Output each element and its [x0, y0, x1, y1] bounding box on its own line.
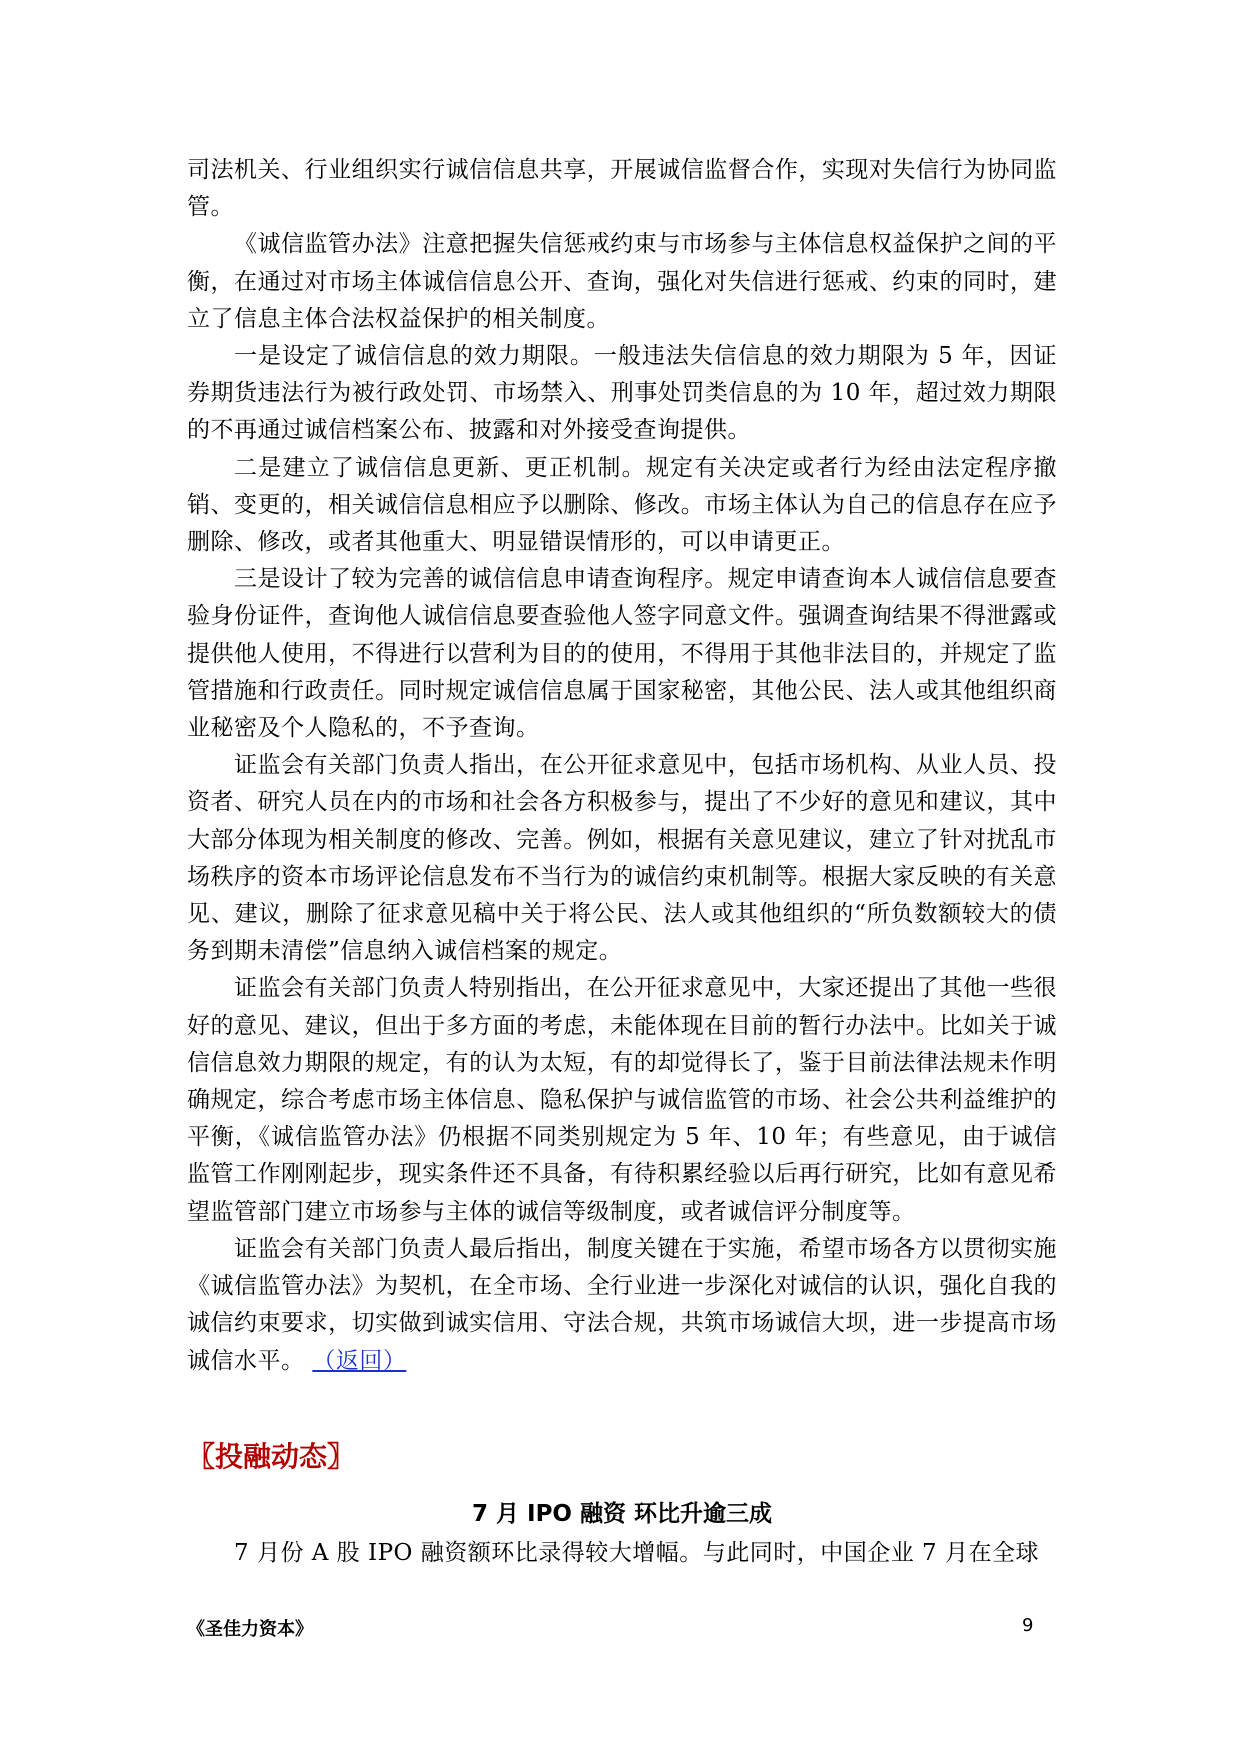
- body-paragraph: 司法机关、行业组织实行诚信信息共享，开展诚信监督合作，实现对失信行为协同监管。: [187, 157, 1057, 221]
- return-link[interactable]: （返回）: [312, 1347, 407, 1374]
- body-paragraph: 《诚信监管办法》注意把握失信惩戒约束与市场参与主体信息权益保护之间的平衡，在通过对市场主体诚信信息公开、查询，强化对失信进行惩戒、约束的同时，建立了信息主体合法权益保护的相关制度。: [187, 231, 1057, 332]
- body-paragraph: 三是设计了较为完善的诚信信息申请查询程序。规定申请查询本人诚信信息要查验身份证件，查询他人诚信信息要查验他人签字同意文件。强调查询结果不得泄露或提供他人使用，不得进行以营利为目的的使用，不得用于其他非法目的，并规定了监管措施和行政责任。同时规定诚信信息属于国家秘密，其他公民、法人或其他组织商业秘密及个人隐私的，不予查询。: [187, 566, 1057, 742]
- body-paragraph: 证监会有关部门负责人指出，在公开征求意见中，包括市场机构、从业人员、投资者、研究人员在内的市场和社会各方积极参与，提出了不少好的意见和建议，其中大部分体现为相关制度的修改、完善。例如，根据有关意见建议，建立了针对扰乱市场秩序的资本市场评论信息发布不当行为的诚信约束机制等。根据大家反映的有关意见、建议，删除了征求意见稿中关于将公民、法人或其他组织的“所负数额较大的债务到期未清偿”信息纳入诚信档案的规定。: [187, 752, 1057, 965]
- section-heading: 〖投融动态〗: [187, 1440, 356, 1473]
- article-body: [187, 152, 1057, 1380]
- article-lead-paragraph: 7 月份 A 股 IPO 融资额环比录得较大增幅。与此同时，中国企业 7 月在全球: [234, 1540, 1039, 1566]
- body-paragraph-text: 证监会有关部门负责人最后指出，制度关键在于实施，希望市场各方以贯彻实施《诚信监管办法》为契机，在全市场、全行业进一步深化对诚信的认识，强化自我的诚信约束要求，切实做到诚实信用、守法合规，共筑市场诚信大坝，进一步提高市场诚信水平。: [187, 1235, 1057, 1374]
- body-paragraph: 二是建立了诚信信息更新、更正机制。规定有关决定或者行为经由法定程序撤销、变更的，相关诚信信息相应予以删除、修改。市场主体认为自己的信息存在应予删除、修改，或者其他重大、明显错误情形的，可以申请更正。: [187, 454, 1057, 556]
- footer-publication-name: 《圣佳力资本》: [187, 1619, 313, 1640]
- article-title: 7 月 IPO 融资 环比升逾三成: [472, 1501, 772, 1527]
- body-paragraph: 一是设定了诚信信息的效力期限。一般违法失信信息的效力期限为 5 年，因证券期货违法行为被行政处罚、市场禁入、刑事处罚类信息的为 10 年，超过效力期限的不再通过诚信档案公布、披露和对外接受查询提供。: [187, 343, 1057, 444]
- body-paragraph-final: [187, 1231, 1057, 1380]
- body-paragraph: 证监会有关部门负责人特别指出，在公开征求意见中，大家还提出了其他一些很好的意见、建议，但出于多方面的考虑，未能体现在目前的暂行办法中。比如关于诚信信息效力期限的规定，有的认为太短，有的却觉得长了，鉴于目前法律法规未作明确规定，综合考虑市场主体信息、隐私保护与诚信监管的市场、社会公共利益维护的平衡，《诚信监管办法》仍根据不同类别规定为 5 年、10 年；有些意见，由于诚信监管工作刚刚起步，现实条件还不具备，有待积累经验以后再行研究，比如有意见希望监管部门建立市场参与主体的诚信等级制度，或者诚信评分制度等。: [187, 975, 1057, 1225]
- footer-page-number: 9: [1022, 1615, 1034, 1636]
